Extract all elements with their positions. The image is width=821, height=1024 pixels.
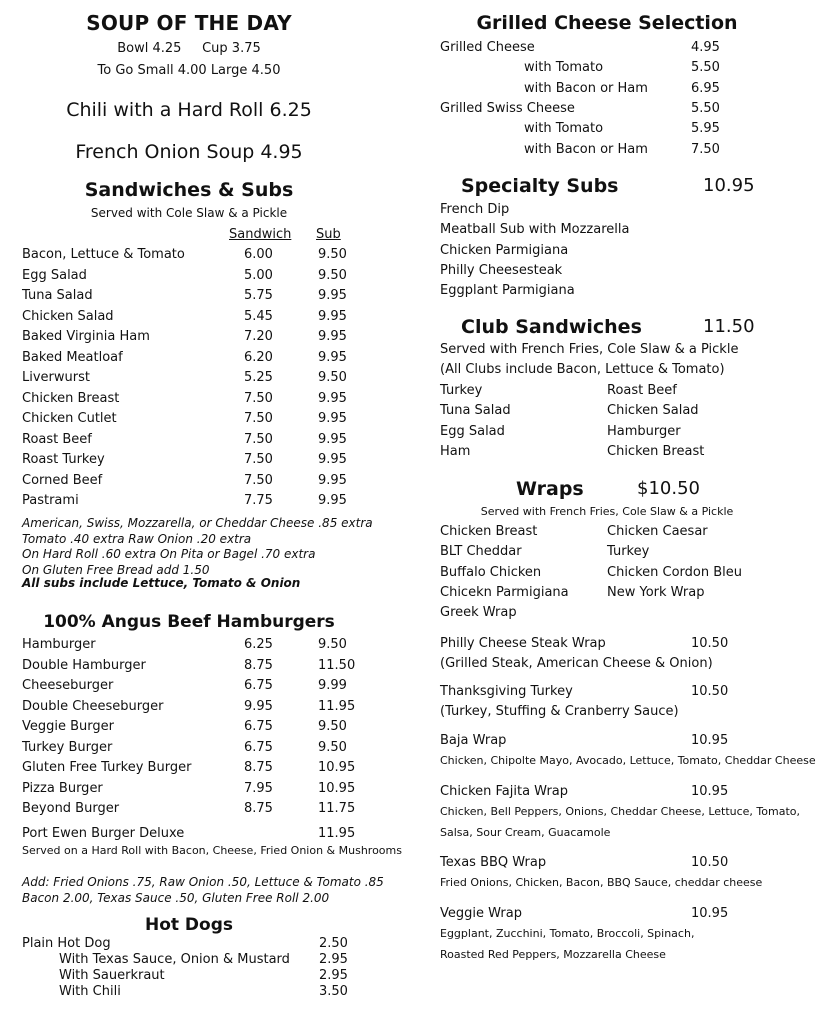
wrap-special-name: Philly Cheese Steak Wrap <box>440 636 606 651</box>
sub-price: 9.50 <box>318 267 347 283</box>
wrap-item: Chicken Breast <box>440 524 538 539</box>
grilled-cheese-price: 4.95 <box>691 40 720 55</box>
hotdog-price: 3.50 <box>319 984 348 999</box>
grilled-cheese-price: 7.50 <box>691 141 720 157</box>
sub-price: 9.95 <box>318 472 347 488</box>
wrap-special-name: Baja Wrap <box>440 733 507 748</box>
sandwich-item-name: Liverwurst <box>22 370 90 385</box>
sandwich-price: 5.25 <box>244 370 273 385</box>
wrap-special-desc: Chicken, Chipolte Mayo, Avocado, Lettuce, Tomato, Cheddar Cheese <box>440 754 816 767</box>
club-item: Roast Beef <box>607 383 677 398</box>
burger-item-name: Veggie Burger <box>22 719 114 734</box>
wrap-item: Greek Wrap <box>440 605 517 621</box>
sandwich-price: 5.75 <box>244 288 273 303</box>
wrap-special-desc: Chicken, Bell Peppers, Onions, Cheddar Cheese, Lettuce, Tomato, <box>440 805 800 818</box>
sandwich-item-name: Chicken Cutlet <box>22 411 117 426</box>
deluxe-price: 11.95 <box>318 826 356 841</box>
hotdog-price: 2.50 <box>319 936 348 951</box>
sub-price: 9.95 <box>318 329 347 344</box>
burger-price: 9.95 <box>244 698 273 714</box>
wrap-special-desc: Roasted Red Peppers, Mozzarella Cheese <box>440 948 666 961</box>
sandwiches-title: Sandwiches & Subs <box>84 179 294 201</box>
burger-deluxe-price: 10.95 <box>318 760 356 775</box>
grilled-cheese-price: 6.95 <box>691 80 720 96</box>
burger-deluxe-price: 11.95 <box>318 698 356 714</box>
sandwich-extra-note: On Gluten Free Bread add 1.50 <box>22 562 210 577</box>
sandwich-price: 7.50 <box>244 390 273 406</box>
wrap-special-desc: Eggplant, Zucchini, Tomato, Broccoli, Spinach, <box>440 927 695 940</box>
sandwich-price: 6.20 <box>244 349 273 365</box>
wraps-price: $10.50 <box>637 478 700 499</box>
wrap-special-desc: Fried Onions, Chicken, Bacon, BBQ Sauce, cheddar cheese <box>440 876 763 889</box>
soup-title: SOUP OF THE DAY <box>86 11 292 35</box>
sandwich-extra-note: Tomato .40 extra Raw Onion .20 extra <box>22 531 252 546</box>
club-served-with: Served with French Fries, Cole Slaw & a Pickle <box>440 342 739 357</box>
sandwich-item-name: Pastrami <box>22 493 79 508</box>
specialty-subs-price: 10.95 <box>703 175 755 196</box>
club-item: Egg Salad <box>440 423 505 439</box>
burger-price: 8.75 <box>244 760 273 775</box>
specialty-sub-item: Philly Cheesesteak <box>440 262 563 278</box>
burger-deluxe-price: 9.50 <box>318 739 347 755</box>
sandwich-price: 5.00 <box>244 267 273 283</box>
sandwich-item-name: Roast Turkey <box>22 452 105 467</box>
sandwich-item-name: Baked Virginia Ham <box>22 329 150 344</box>
sandwich-item-name: Bacon, Lettuce & Tomato <box>22 247 185 262</box>
specialty-sub-item: Meatball Sub with Mozzarella <box>440 222 630 238</box>
french-onion-item: French Onion Soup 4.95 <box>75 141 303 163</box>
sandwich-price: 7.20 <box>244 329 273 344</box>
club-includes: (All Clubs include Bacon, Lettuce & Tomato) <box>440 362 725 377</box>
grilled-cheese-price: 5.50 <box>691 100 720 116</box>
burger-deluxe-price: 11.50 <box>318 657 356 673</box>
sandwich-item-name: Chicken Breast <box>22 390 120 406</box>
burger-deluxe-price: 11.75 <box>318 801 356 816</box>
deluxe-name: Port Ewen Burger Deluxe <box>22 826 185 841</box>
burger-add-line1: Add: Fried Onions .75, Raw Onion .50, Lettuce & Tomato .85 <box>22 875 384 889</box>
sub-price: 9.95 <box>318 308 347 324</box>
col-header-sandwich: Sandwich <box>229 227 292 242</box>
sub-price: 9.95 <box>318 288 347 303</box>
specialty-sub-item: French Dip <box>440 202 510 217</box>
sandwich-item-name: Corned Beef <box>22 472 103 488</box>
grilled-cheese-item-name: Grilled Cheese <box>440 40 535 55</box>
burger-item-name: Cheeseburger <box>22 678 114 693</box>
club-item: Chicken Salad <box>607 403 699 419</box>
burger-deluxe-price: 9.50 <box>318 719 347 734</box>
wrap-special-price: 10.95 <box>691 733 729 748</box>
sandwich-price: 7.75 <box>244 493 273 508</box>
grilled-cheese-price: 5.50 <box>691 60 720 76</box>
burger-price: 7.95 <box>244 780 273 796</box>
col-header-sub: Sub <box>316 227 341 242</box>
sub-price: 9.95 <box>318 431 347 447</box>
wrap-special-price: 10.95 <box>691 784 729 799</box>
sandwich-item-name: Tuna Salad <box>22 288 93 303</box>
burger-item-name: Double Cheeseburger <box>22 698 164 714</box>
burger-deluxe-price: 9.99 <box>318 678 347 693</box>
wrap-special-price: 10.50 <box>691 855 729 870</box>
hotdog-item-name: With Texas Sauce, Onion & Mustard <box>59 952 290 967</box>
wrap-special-desc: (Grilled Steak, American Cheese & Onion) <box>440 656 713 671</box>
subs-include-note: All subs include Lettuce, Tomato & Onion <box>22 576 301 590</box>
wrap-special-name: Chicken Fajita Wrap <box>440 784 569 799</box>
sandwich-price: 7.50 <box>244 411 273 426</box>
sandwich-item-name: Egg Salad <box>22 267 87 283</box>
sub-price: 9.95 <box>318 493 347 508</box>
grilled-cheese-item-name: with Tomato <box>524 60 604 76</box>
sandwich-price: 6.00 <box>244 247 273 262</box>
wrap-special-desc: (Turkey, Stuffing & Cranberry Sauce) <box>440 704 679 719</box>
grilled-cheese-item-name: with Bacon or Ham <box>524 80 648 96</box>
wrap-special-desc: Salsa, Sour Cream, Guacamole <box>440 826 611 839</box>
club-item: Chicken Breast <box>607 443 705 459</box>
sandwich-price: 5.45 <box>244 308 273 324</box>
club-item: Turkey <box>440 383 483 398</box>
burger-item-name: Beyond Burger <box>22 801 120 816</box>
grilled-cheese-item-name: with Bacon or Ham <box>524 141 648 157</box>
sub-price: 9.50 <box>318 247 347 262</box>
wrap-item: Chicken Caesar <box>607 524 708 539</box>
wrap-special-price: 10.95 <box>691 906 729 921</box>
burger-price: 8.75 <box>244 657 273 673</box>
sub-price: 9.95 <box>318 411 347 426</box>
burger-price: 6.75 <box>244 678 273 693</box>
wraps-subtitle: Served with French Fries, Cole Slaw & a Pickle <box>480 505 734 518</box>
sandwich-price: 7.50 <box>244 452 273 467</box>
burger-item-name: Double Hamburger <box>22 657 146 673</box>
burger-item-name: Pizza Burger <box>22 780 103 796</box>
wrap-special-name: Texas BBQ Wrap <box>440 855 547 870</box>
burger-item-name: Hamburger <box>22 637 96 652</box>
burger-price: 6.75 <box>244 719 273 734</box>
chili-item: Chili with a Hard Roll 6.25 <box>66 99 312 121</box>
specialty-subs-title: Specialty Subs <box>461 175 619 197</box>
wrap-special-price: 10.50 <box>691 636 729 651</box>
hotdog-item-name: Plain Hot Dog <box>22 936 111 951</box>
sandwich-item-name: Chicken Salad <box>22 308 114 324</box>
grilled-cheese-item-name: Grilled Swiss Cheese <box>440 100 575 116</box>
wrap-special-name: Thanksgiving Turkey <box>440 684 573 699</box>
wrap-item: Chicekn Parmigiana <box>440 584 569 600</box>
burger-price: 6.25 <box>244 637 273 652</box>
sub-price: 9.50 <box>318 370 347 385</box>
hotdog-price: 2.95 <box>319 968 348 983</box>
wrap-special-price: 10.50 <box>691 684 729 699</box>
grilled-cheese-item-name: with Tomato <box>524 121 604 137</box>
deluxe-desc: Served on a Hard Roll with Bacon, Cheese, Fried Onion & Mushrooms <box>22 844 402 857</box>
club-item: Ham <box>440 443 471 459</box>
hotdogs-title: Hot Dogs <box>144 915 234 935</box>
grilled-cheese-title: Grilled Cheese Selection <box>476 12 738 34</box>
club-item: Tuna Salad <box>440 403 511 419</box>
club-price: 11.50 <box>703 316 755 337</box>
sandwiches-subtitle: Served with Cole Slaw & a Pickle <box>90 206 288 220</box>
specialty-sub-item: Eggplant Parmigiana <box>440 283 575 299</box>
wrap-item: BLT Cheddar <box>440 544 522 560</box>
burger-price: 6.75 <box>244 739 273 755</box>
sandwich-price: 7.50 <box>244 472 273 488</box>
wrap-special-name: Veggie Wrap <box>440 906 522 921</box>
club-item: Hamburger <box>607 423 681 439</box>
hotdog-price: 2.95 <box>319 952 348 967</box>
hotdog-item-name: With Sauerkraut <box>59 968 165 983</box>
sandwich-price: 7.50 <box>244 431 273 447</box>
burgers-title: 100% Angus Beef Hamburgers <box>43 612 335 632</box>
hotdog-item-name: With Chili <box>59 984 121 999</box>
wraps-title: Wraps <box>516 478 584 500</box>
sub-price: 9.95 <box>318 452 347 467</box>
wrap-item: Chicken Cordon Bleu <box>607 564 743 580</box>
sandwich-item-name: Baked Meatloaf <box>22 349 123 365</box>
wrap-item: Buffalo Chicken <box>440 564 542 580</box>
burger-price: 8.75 <box>244 801 273 816</box>
burger-item-name: Gluten Free Turkey Burger <box>22 760 192 775</box>
specialty-sub-item: Chicken Parmigiana <box>440 242 569 258</box>
burger-item-name: Turkey Burger <box>22 739 113 755</box>
burger-deluxe-price: 10.95 <box>318 780 356 796</box>
sub-price: 9.95 <box>318 390 347 406</box>
burger-add-line2: Bacon 2.00, Texas Sauce .50, Gluten Free Roll 2.00 <box>22 891 330 905</box>
wrap-item: New York Wrap <box>607 584 705 600</box>
soup-togo-prices: To Go Small 4.00 Large 4.50 <box>97 63 281 78</box>
sub-price: 9.95 <box>318 349 347 365</box>
sandwich-extra-note: American, Swiss, Mozzarella, or Cheddar Cheese .85 extra <box>22 516 373 530</box>
sandwich-extra-note: On Hard Roll .60 extra On Pita or Bagel .70 extra <box>22 547 316 561</box>
soup-prices: Bowl 4.25 Cup 3.75 <box>117 41 261 56</box>
grilled-cheese-price: 5.95 <box>691 121 720 137</box>
burger-deluxe-price: 9.50 <box>318 637 347 652</box>
wrap-item: Turkey <box>607 544 650 560</box>
sandwich-item-name: Roast Beef <box>22 431 92 447</box>
club-title: Club Sandwiches <box>461 316 642 338</box>
